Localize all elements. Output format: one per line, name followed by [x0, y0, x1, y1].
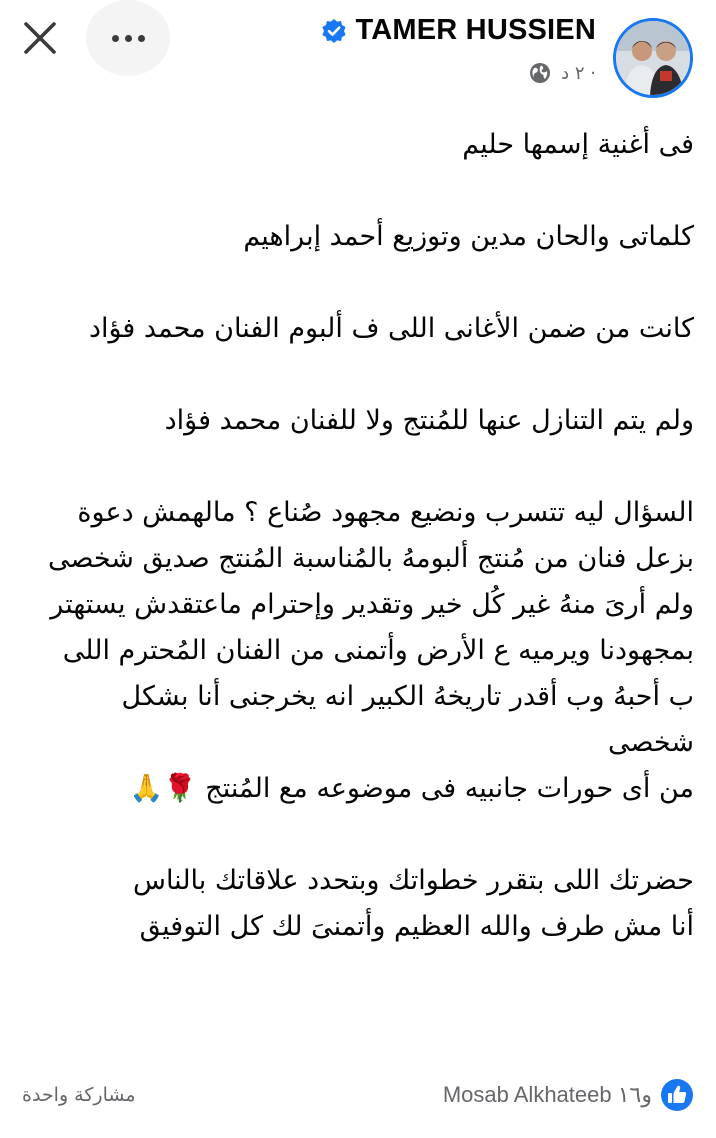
more-options-button[interactable] — [86, 0, 170, 76]
post-line: كلماتى والحان مدين وتوزيع أحمد إبراهيم — [243, 221, 694, 252]
globe-icon[interactable] — [529, 62, 551, 84]
post-line: السؤال ليه تتسرب ونضيع مجهود صُناع ؟ مالهمش دعوة — [77, 497, 694, 528]
post-line: ب أحبهُ وب أقدر تاريخهُ الكبير انه يخرجنى أنا بشكل — [121, 681, 694, 712]
post-line: ولم أرىَ منهُ غير كُل خير وتقدير وإحترام ماعتقدش يستهتر — [50, 589, 694, 620]
post-footer — [22, 1070, 694, 1120]
post-line: ولم يتم التنازل عنها للمُنتج ولا للفنان محمد فؤاد — [164, 405, 694, 436]
post-line: من أى حورات جانبيه فى موضوعه مع المُنتج 🌹🙏 — [129, 773, 694, 804]
verified-badge-icon — [321, 18, 347, 44]
post-line: كانت من ضمن الأغانى اللى ف ألبوم الفنان محمد فؤاد — [88, 313, 694, 344]
avatar-photo — [616, 21, 690, 95]
post-line: بمجهودنا ويرميه ع الأرض وأتمنى من الفنان المُحترم اللى — [62, 635, 694, 666]
post-meta — [529, 62, 596, 84]
like-reaction-icon — [660, 1078, 694, 1112]
close-icon — [22, 20, 58, 56]
author-row — [321, 14, 596, 47]
post-line: أنا مش طرف والله العظيم وأتمنىَ لك كل التوفيق — [139, 911, 694, 942]
more-dots-icon — [112, 35, 145, 42]
author-name[interactable]: TAMER HUSSIEN — [355, 14, 596, 46]
reactions-text: Mosab Alkhateeb و١٦ — [442, 1082, 652, 1107]
post-text — [40, 122, 694, 950]
post-time[interactable]: ٢ د · — [561, 62, 596, 84]
post-line: بزعل فنان من مُنتج ألبومهُ بالمُناسبة المُنتج صديق شخصى — [47, 543, 694, 574]
post-line: حضرتك اللى بتقرر خطواتك وبتحدد علاقاتك بالناس — [132, 865, 694, 896]
reactions-summary[interactable] — [443, 1078, 694, 1112]
shares-count[interactable]: مشاركة واحدة — [22, 1084, 136, 1106]
author-avatar[interactable] — [613, 18, 693, 98]
close-button[interactable] — [14, 12, 66, 64]
post-line: فى أغنية إسمها حليم — [462, 129, 694, 160]
post-line: شخصى — [608, 727, 694, 758]
